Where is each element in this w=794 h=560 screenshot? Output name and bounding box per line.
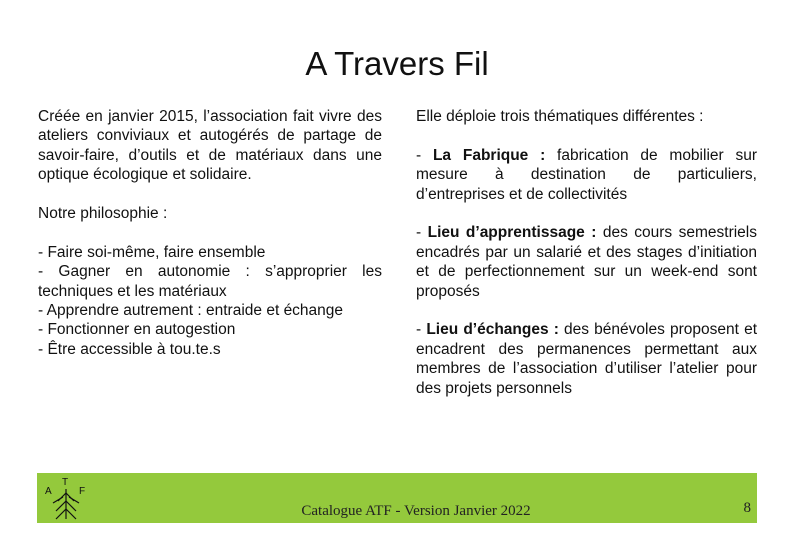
theme-text: des cours semestriels encadrés par un salarié et des stages d’initiation et de perfectionnement sur un week-end sont proposés [416,224,757,300]
theme-prefix: - [416,224,428,242]
right-column [416,107,757,398]
catalogue-label: Catalogue ATF - Version Janvier 2022 [301,503,531,519]
theme-name: Lieu d’échanges : [426,321,559,339]
logo-letter-f: F [79,486,86,497]
philosophy-item: - Apprendre autrement : entraide et échange [38,302,344,320]
logo-letter-a: A [45,486,52,497]
theme-name: La Fabrique : [432,146,546,164]
theme-text: des bénévoles proposent et encadrent des permanences permettant aux membres de l’association d’utiliser l’atelier pour des projets personnels [416,321,758,397]
theme-apprentissage [416,223,757,301]
theme-echanges [416,320,757,398]
theme-name: Lieu d’apprentissage : [427,224,597,242]
logo-letter-t: T [62,477,69,488]
philosophy-item: - Gagner en autonomie : s’approprier les techniques et les matériaux [38,263,382,300]
theme-text: fabrication de mobilier sur mesure à destination de particuliers, d’entreprises et de collectivités [416,146,757,203]
intro-paragraph: Créée en janvier 2015, l’association fait vivre des ateliers conviviaux et autogérés de partage de savoir-faire, d’outils et de matériaux dans une optique écologique et solidaire. [38,108,382,184]
theme-prefix: - [416,321,427,339]
theme-fabrique [416,146,757,204]
theme-prefix: - [416,146,433,164]
philosophy-item: - Fonctionner en autogestion [38,321,236,339]
page-number: 8 [743,500,751,516]
philosophy-heading: Notre philosophie : [38,205,168,223]
philosophy-item: - Être accessible à tou.te.s [38,340,221,358]
left-column [38,107,382,359]
philosophy-item: - Faire soi-même, faire ensemble [38,243,266,261]
page-title: A Travers Fil [305,45,489,82]
themes-intro: Elle déploie trois thématiques différentes : [416,108,704,125]
footer-bar [37,473,757,523]
